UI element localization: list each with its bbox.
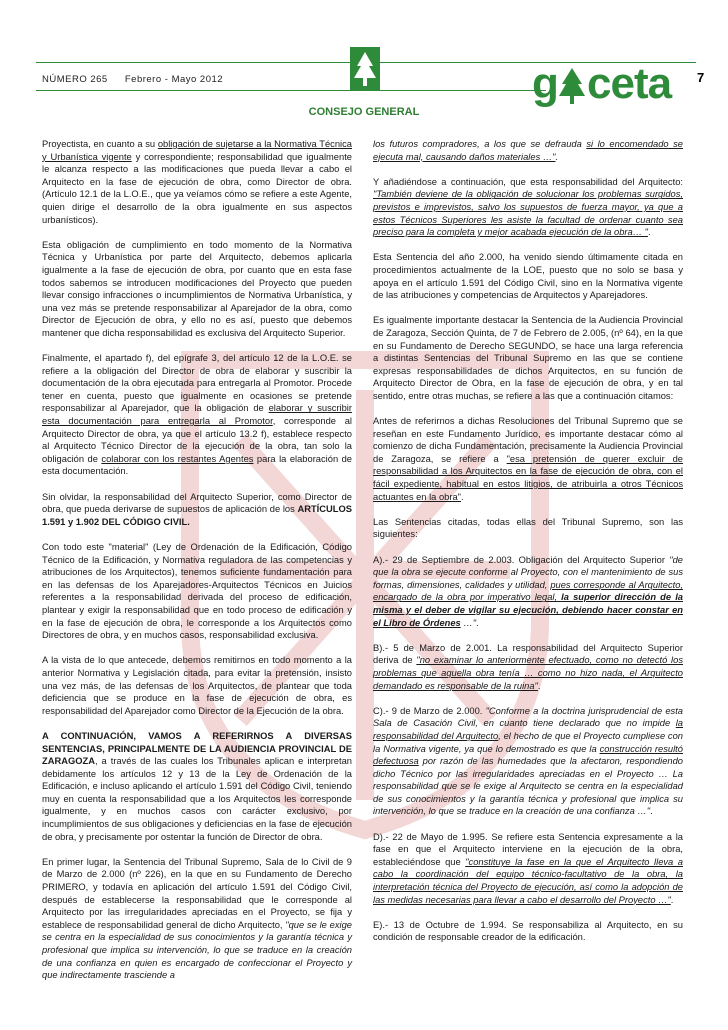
crest-icon — [349, 46, 381, 92]
paragraph: A).- 29 de Septiembre de 2.003. Obligación del Arquitecto Superior "de que la obra se ejecute conforme al Proyecto, con el mantenimiento de sus formas, dimensiones, calidades y utilidad, pues corresponde al Arquitecto, encargado de la obra por imperativo legal, la superior dirección de la misma y el deber de vigilar su ejecución, debiendo hacer constar en el Libro de Órdenes …". — [373, 554, 683, 628]
paragraph: En primer lugar, la Sentencia del Tribunal Supremo, Sala de lo Civil de 9 de Marzo de 2.000 (nº 226), en la que en su Fundamento de Derecho PRIMERO, y todavía en aplicación del artículo 1.591 del Código Civil, después de establecerse la responsabilidad que le corresponde al Arquitecto por las irregularidades apreciadas en el Proyecto, se fija y establece de responsabilidad general de dicho Arquitecto, "que se le exige se centra en la especialidad de sus conocimientos y la garantía técnica y profesional que implica su intervención, lo que se traduce en la creación de una confianza en quien es encargado de confeccionar el Proyecto y que indirectamente trasciende a — [42, 856, 352, 981]
right-column — [373, 138, 683, 957]
paragraph: Esta obligación de cumplimiento en todo momento de la Normativa Técnica y Urbanística por parte del Arquitecto, debemos aplicarla igualmente a la fase de ejecución de obra, por cuanto que en esta fase todos sabemos se introducen modificaciones del Proyecto que pueden llevar consigo infracciones o incumplimientos de Normativa Urbanística, y una vez más se pretende responsabilizar al Aparejador de la obra, como Director de Ejecución de obra, y ello no es así, puesto que debemos mantener que dicha responsabilidad es exclusiva del Arquitecto Superior. — [42, 239, 352, 338]
paragraph: Es igualmente importante destacar la Sentencia de la Audiencia Provincial de Zaragoza, Sección Quinta, de 7 de Febrero de 2.005, (nº 64), en la que en su Fundamento de Derecho SEGUNDO, se hace una larga referencia a distintas Sentencias del Tribunal Supremo en las que se contiene expresas responsabilidades de dichos Arquitectos, en su función de Arquitecto Director de Obra, en la fase de ejecución de obra, y en tal sentido, entre otras muchas, se refiere a las que a continuación citamos: — [373, 315, 683, 401]
paragraph: A CONTINUACIÓN, VAMOS A REFERIRNOS A DIVERSAS SENTENCIAS, PRINCIPALMENTE DE LA AUDIENCIA PROVINCIAL DE ZARAGOZA, a través de las cuales los Tribunales aplican e interpretan debidamente los artículos 12 y 13 de la Ley de Ordenación de la Edificación, e incluso aplicando el artículo 1.591 del Código Civil, teniendo muy en cuenta la responsabilidad que a los Arquitectos les corresponde igualmente, y en muchos casos con carácter exclusivo, por incumplimientos de sus obligaciones y deficiencias en la fase de ejecución de obra, y precisamente por ostentar la función de Director de obra. — [42, 730, 352, 842]
paragraph: Proyectista, en cuanto a su obligación de sujetarse a la Normativa Técnica y Urbanística vigente y correspondiente; responsabilidad que igualmente le alcanza respecto a las modificaciones que pueda llevar a cabo el Arquitecto en la fase de ejecución de obra, como Director de obra. (Artículo 12.1 de la L.O.E., que ya veíamos cómo se refiere a este Agente, quien dirige el desarrollo de la obra igualmente en sus aspectos urbanísticos). — [42, 139, 352, 225]
paragraph: Sin olvidar, la responsabilidad del Arquitecto Superior, como Director de obra, que pueda derivarse de supuestos de aplicación de los ARTÍCULOS 1.591 y 1.902 DEL CÓDIGO CIVIL. — [42, 491, 352, 527]
section-title: CONSEJO GENERAL — [308, 106, 420, 118]
paragraph: Y añadiéndose a continuación, que esta responsabilidad del Arquitecto: "También deviene de la obligación de solucionar los problemas surgidos, previstos e imprevistos, salvo los supuestos de fuerza mayor, ya que a estos Técnicos Superiores les asiste la facultad de ordenar cuanto sea preciso para la completa y mejor acabada ejecución de la obra… ". — [373, 176, 683, 238]
paragraph: E).- 13 de Octubre de 1.994. Se responsabiliza al Arquitecto, en su condición de responsable creador de la edificación. — [373, 919, 683, 943]
issue-date: Febrero - Mayo 2012 — [124, 74, 224, 85]
header-rule-bottom — [36, 90, 546, 91]
left-column — [42, 138, 352, 994]
issue-info — [42, 74, 237, 85]
paragraph: Finalmente, el apartado f), del epígrafe 3, del artículo 12 de la L.O.E. se refiere a la obligación del Director de obra de elaborar y suscribir la documentación de la obra ejecutada para entregarla al Promotor. Procede tener en cuenta, puesto que igualmente en ocasiones se pretende responsabilizar al Aparejador, que la obligación de elaborar y suscribir esta documentación para entregarla al Promotor, corresponde al Arquitecto Director de obra, ya que el artículo 13.2 f), establece respecto al Arquitecto Técnico Director de la ejecución de la obra, tan solo la obligación de colaborar con los restantes Agentes para la elaboración de esta documentación. — [42, 353, 352, 477]
paragraph: C).- 9 de Marzo de 2.000. "Conforme a la doctrina jurisprudencial de esta Sala de Casación Civil, en cuanto tiene declarado que no impide la responsabilidad del Arquitecto, el hecho de que el Proyecto cumpliese con la Normativa vigente, ya que lo demostrado es que la construcción resultó defectuosa por razón de las humedades que la afectaron, respondiendo dicho Técnico por las irregularidades apreciadas en el Proyecto … La responsabilidad que se le exige al Arquitecto se centra en la especialidad de sus conocimientos y la garantía técnica y profesional que implica su intervención, lo que se traduce en la creación de una confianza …". — [373, 705, 683, 817]
paragraph: B).- 5 de Marzo de 2.001. La responsabilidad del Arquitecto Superior deriva de "no examinar lo anteriormente efectuado, como no detectó los problemas que aquella obra tenía … como no hizo nada, el Arquitecto demandado es responsable de la ruina". — [373, 642, 683, 691]
page-header — [0, 0, 728, 130]
paragraph: Antes de referirnos a dichas Resoluciones del Tribunal Supremo que se reseñan en este Fundamento Jurídico, es importante destacar cómo al comienzo de dicha Fundamentación, precisamente la Audiencia Provincial de Zaragoza, se refiere a "esa pretensión de querer excluir de responsabilidad a los Arquitectos en la fase de ejecución de obra, con el fácil expediente, habitual en estos litigios, de atribuirla a otros Técnicos actuantes en la obra". — [373, 416, 684, 502]
paragraph: A la vista de lo que antecede, debemos remitirnos en todo momento a la anterior Normativa y Legislación citada, para evitar la pretensión, insisto una vez más, de las defensas de los Arquitectos, de plantear que toda deficiencia que se produce en la fase de ejecución de obra, es responsabilidad del Aparejador como Director de la Ejecución de la obra. — [42, 655, 352, 716]
svg-text:ceta: ceta — [587, 59, 672, 108]
gaceta-logo — [532, 58, 692, 108]
issue-number: NÚMERO 265 — [42, 74, 108, 85]
paragraph: Esta Sentencia del año 2.000, ha venido siendo últimamente citada en procedimientos actualmente de la LOE, puesto que no solo se basa y apoya en el artículo 1.591 del Código Civil, sino en la Normativa vigente de las atribuciones y competencias de Arquitectos y Aparejadores. — [373, 252, 683, 301]
page-number: 7 — [697, 70, 705, 85]
paragraph: los futuros compradores, a los que se defrauda si lo encomendado se ejecuta mal, causando daños materiales …". — [373, 139, 683, 162]
svg-text:g: g — [532, 59, 558, 108]
paragraph: Con todo este "material" (Ley de Ordenación de la Edificación, Código Técnico de la Edificación, y Normativa reguladora de las competencias y atribuciones de los Arquitectos), tenemos suficiente fundamentación para en las defensas de los Aparejadores-Arquitectos Técnicos en Juicios referentes a la responsabilidad derivada del proceso de edificación, plantear y exigir la responsabilidad que en todo proceso de edificación y en la fase de ejecución de obra, le corresponde a los Arquitectos como Directores de obra, y en muchos casos, responsabilidad exclusiva. — [42, 542, 352, 641]
paragraph: Las Sentencias citadas, todas ellas del Tribunal Supremo, son las siguientes: — [373, 516, 683, 540]
paragraph: D).- 22 de Mayo de 1.995. Se refiere esta Sentencia expresamente a la fase en que el Arquitecto interviene en la ejecución de la obra, estableciéndose que "constituye la fase en la que el Arquitecto lleva a cabo la coordinación del equipo técnico-facultativo de la obra, la interpretación técnica del Proyecto de ejecución, así como la adopción de las medidas necesarias para llevar a cabo el desarrollo del Proyecto …". — [373, 831, 683, 905]
